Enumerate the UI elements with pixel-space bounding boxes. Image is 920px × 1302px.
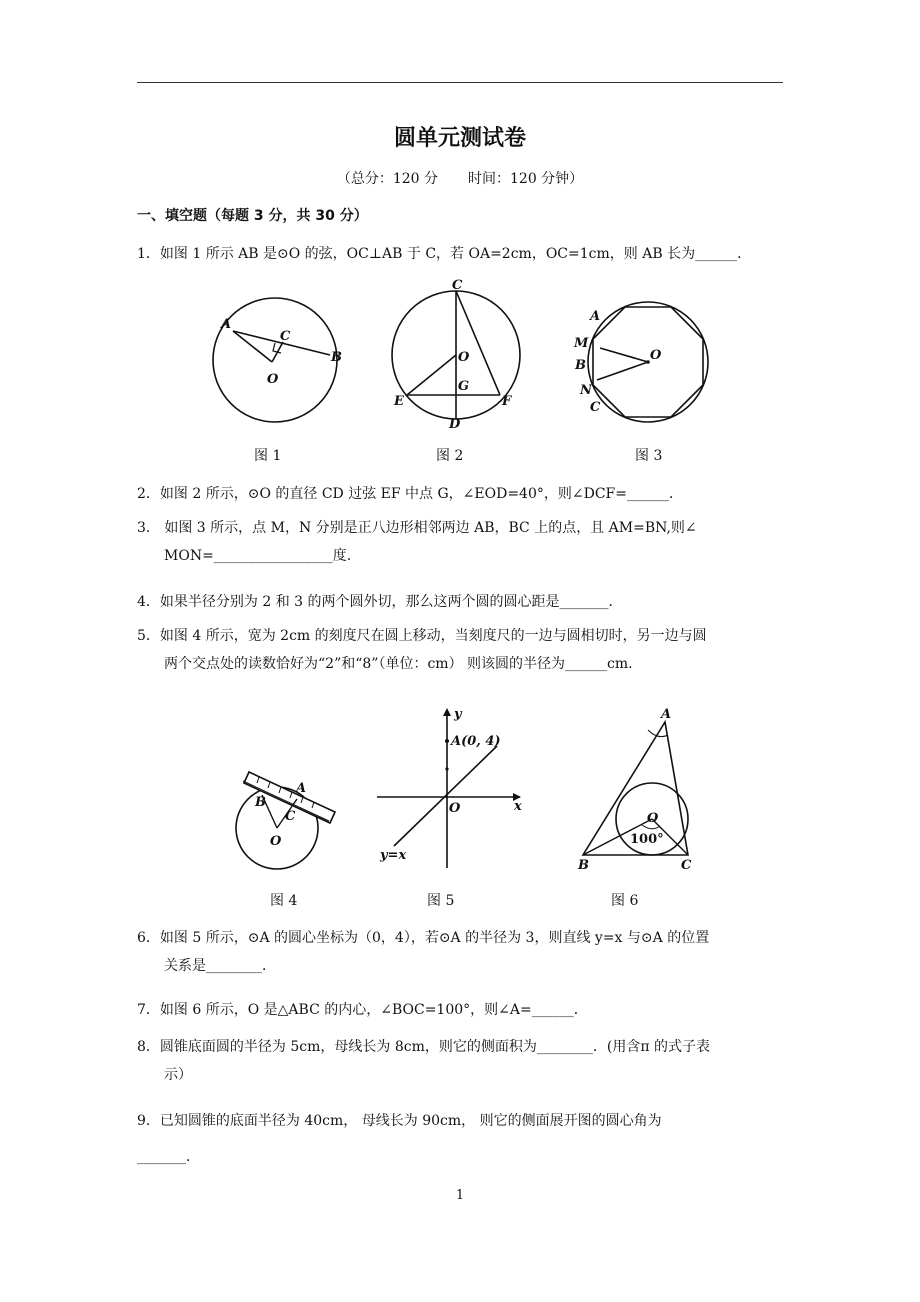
fig6-label-o: O	[647, 811, 659, 826]
fig6-caption: 图 6	[611, 893, 639, 909]
question-5	[137, 622, 783, 678]
fig2-label-g: G	[458, 379, 470, 394]
question-8	[137, 1033, 783, 1089]
fig3-label-n: N	[580, 383, 592, 398]
fig2-label-o: O	[458, 350, 470, 365]
fig4-label-c: C	[285, 809, 296, 824]
exam-time: 时间：120 分钟）	[468, 171, 584, 187]
question-9-line-2: _______．	[137, 1149, 200, 1165]
fig5-label-y: y	[454, 707, 462, 722]
fig3-label-o: O	[650, 348, 662, 363]
question-6-line-1: 6．如图 5 所示，⊙A 的圆心坐标为（0，4），若⊙A 的半径为 3，则直线 y=x 与⊙A 的位置	[137, 930, 710, 946]
fig3-label-m: M	[574, 336, 589, 351]
question-9	[137, 1107, 783, 1171]
fig4-label-o: O	[270, 834, 282, 849]
question-2: 2．如图 2 所示，⊙O 的直径 CD 过弦 EF 中点 G，∠EOD=40°，则∠DCF=______．	[137, 486, 683, 502]
fig3-label-a: A	[590, 309, 601, 324]
fig2-label-f: F	[502, 394, 512, 409]
question-7: 7．如图 6 所示，O 是△ABC 的内心，∠BOC=100°，则∠A=______．	[137, 1002, 588, 1018]
question-5-line-1: 5．如图 4 所示，宽为 2cm 的刻度尺在圆上移动，当刻度尺的一边与圆相切时，另一边与圆	[137, 628, 707, 644]
fig2-label-e: E	[394, 394, 404, 409]
header-rule	[137, 82, 783, 83]
question-9-line-1: 9．已知圆锥的底面半径为 40cm， 母线长为 90cm， 则它的侧面展开图的圆心角为	[137, 1113, 662, 1129]
fig2-label-c: C	[452, 278, 463, 293]
question-1: 1．如图 1 所示 AB 是⊙O 的弦，OC⊥AB 于 C，若 OA=2cm，OC=1cm，则 AB 长为______．	[137, 246, 752, 262]
fig2-label-d: D	[449, 417, 461, 432]
fig1-label-o: O	[267, 372, 279, 387]
figure-4	[236, 772, 335, 909]
fig1-label-c: C	[280, 329, 291, 344]
fig3-label-b: B	[575, 358, 586, 373]
fig6-label-c: C	[681, 858, 692, 873]
fig2-caption: 图 2	[436, 448, 464, 464]
fig5-label-x: x	[514, 799, 522, 814]
fig4-label-b: B	[255, 795, 266, 810]
question-6	[137, 924, 783, 980]
fig4-label-a: A	[296, 781, 307, 796]
figure-6	[577, 707, 692, 909]
question-3-line-2: MON=_________________度.	[164, 548, 352, 564]
fig5-label-o: O	[449, 801, 461, 816]
fig1-caption: 图 1	[254, 448, 282, 464]
question-3-line-1: 3． 如图 3 所示，点 M，N 分别是正八边形相邻两边 AB，BC 上的点，且 AM=BN,则∠	[137, 520, 697, 536]
figure-1	[213, 298, 342, 464]
figure-5	[377, 707, 522, 909]
section-heading: 一、填空题（每题 3 分，共 30 分）	[137, 208, 368, 224]
fig4-caption: 图 4	[270, 893, 298, 909]
question-8-line-2: 示）	[164, 1067, 192, 1083]
question-8-line-1: 8．圆锥底面圆的半径为 5cm，母线长为 8cm，则它的侧面积为________．(用含π 的式子表	[137, 1039, 710, 1055]
fig5-label-line: y=x	[380, 848, 407, 863]
fig5-caption: 图 5	[427, 893, 455, 909]
fig1-label-b: B	[331, 350, 342, 365]
figure-row-1	[0, 270, 920, 470]
page-number: 1	[455, 1188, 465, 1203]
fig3-label-c: C	[590, 400, 601, 415]
fig5-label-a: A(0, 4)	[451, 734, 501, 749]
question-6-line-2: 关系是________．	[164, 958, 276, 974]
exam-info	[0, 168, 920, 188]
fig3-caption: 图 3	[635, 448, 663, 464]
total-score: （总分：120 分	[336, 171, 438, 187]
fig6-label-b: B	[578, 858, 589, 873]
question-3	[137, 514, 783, 570]
fig6-angle: 100°	[630, 832, 664, 847]
fig6-label-a: A	[661, 707, 672, 722]
question-4: 4．如果半径分别为 2 和 3 的两个圆外切，那么这两个圆的圆心距是_______．	[137, 594, 623, 610]
figure-2	[392, 278, 520, 464]
figure-3	[573, 302, 708, 464]
figure-row-2	[0, 700, 920, 920]
fig1-label-a: A	[221, 317, 232, 332]
question-5-line-2: 两个交点处的读数恰好为“2”和“8”（单位：cm） 则该圆的半径为______cm.	[164, 656, 633, 672]
page-title: 圆单元测试卷	[393, 126, 526, 151]
